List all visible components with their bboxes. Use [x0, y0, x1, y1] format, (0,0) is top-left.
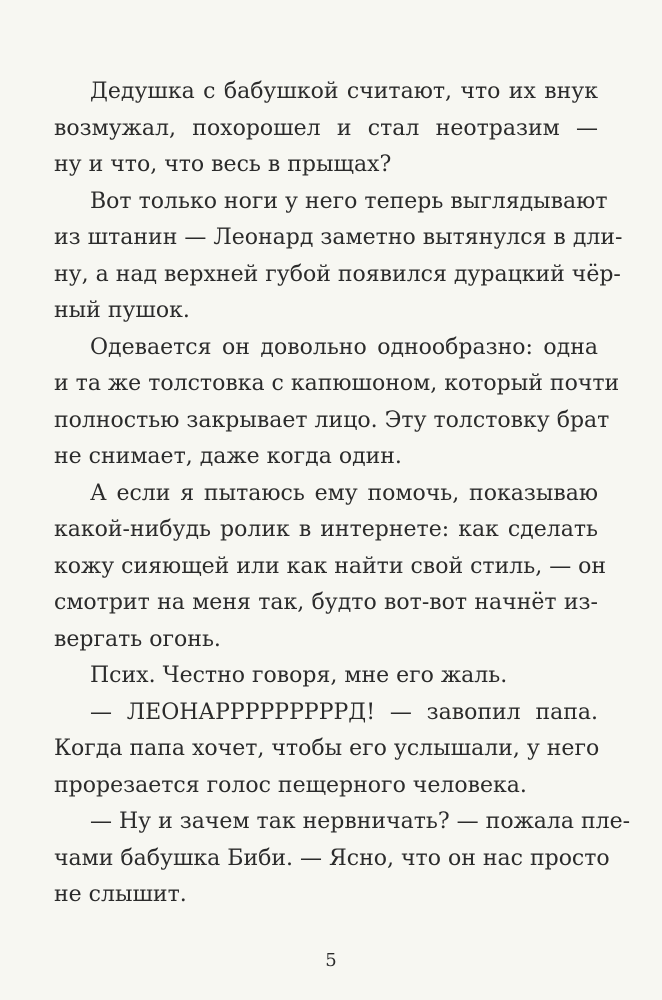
text-line: из штанин — Леонард заметно вытянулся в дли- [54, 225, 623, 250]
text-line: прорезается голос пещерного человека. [54, 772, 527, 798]
paragraph [54, 74, 598, 184]
text-line: возмужал, похорошел и стал неотразим — [54, 115, 598, 141]
text-line: Когда папа хочет, чтобы его услышали, у него [54, 736, 600, 761]
text-line: Вот только ноги у него теперь выглядывают [90, 188, 608, 214]
text-line: смотрит на меня так, будто вот-вот начнёт из- [54, 590, 598, 615]
text-line: ну, а над верхней губой появился дурацкий чёр- [54, 261, 621, 287]
book-page-text [54, 74, 631, 914]
text-line: кожу сияющей или как найти свой стиль, — он [54, 553, 607, 579]
paragraph [54, 476, 607, 659]
text-line: Дедушка с бабушкой считают, что их внук [90, 79, 598, 104]
text-line: полностью закрывает лицо. Эту толстовку брат [54, 407, 610, 433]
page-number: 5 [325, 950, 337, 971]
paragraph [54, 330, 620, 476]
text-line: ну и что, что весь в прыщах? [54, 152, 392, 177]
text-line: не слышит. [54, 882, 187, 907]
text-line: Одевается он довольно однообразно: одна [90, 334, 598, 360]
text-line: и та же толстовка с капюшоном, который почти [54, 371, 620, 396]
text-line: — ЛЕОНАРРРРРРРРРД! — завопил папа. [90, 699, 598, 725]
text-line: — Ну и зачем так нервничать? — пожала пле- [90, 809, 631, 834]
text-line: не снимает, даже когда один. [54, 444, 402, 469]
paragraph [54, 658, 598, 695]
text-line: какой-нибудь ролик в интернете: как сделать [54, 517, 598, 542]
paragraph [54, 184, 623, 330]
text-line: Псих. Честно говоря, мне его жаль. [90, 663, 508, 688]
text-line: чами бабушка Биби. — Ясно, что он нас просто [54, 845, 610, 871]
paragraph [54, 695, 598, 805]
paragraph [54, 804, 631, 914]
text-line: ный пушок. [54, 298, 190, 323]
text-line: А если я пытаюсь ему помочь, показываю [90, 480, 598, 506]
text-line: вергать огонь. [54, 626, 221, 652]
